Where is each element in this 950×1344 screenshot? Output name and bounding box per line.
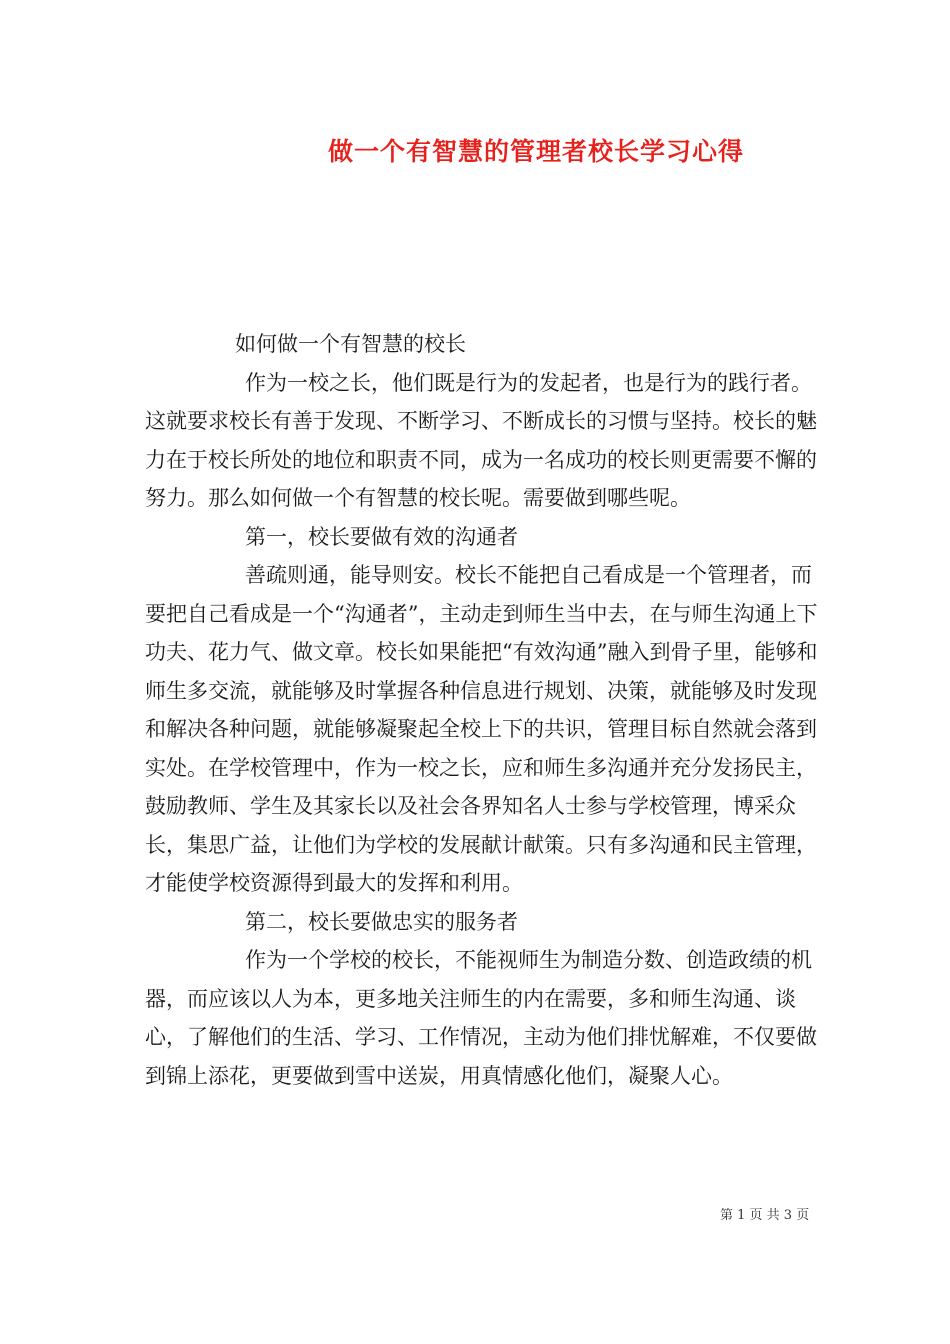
section-heading-1: 第一，校长要做有效的沟通者 [245, 524, 518, 549]
document-title: 做一个有智慧的管理者校长学习心得 [327, 137, 744, 166]
paragraph-service: 作为一个学校的校长，不能视师生为制造分数、创造政绩的机器，而应该以人为本，更多地关注师生的内在需要，多和师生沟通、谈心，了解他们的生活、学习、工作情况，主动为他们排忧解难，不仅要做到锦上添花，更要做到雪中送炭，用真情感化他们，凝聚人心。 [145, 948, 817, 1088]
paragraph-communication: 善疏则通，能导则安。校长不能把自己看成是一个管理者，而要把自己看成是一个“沟通者”，主动走到师生当中去，在与师生沟通上下功夫、花力气、做文章。校长如果能把“有效沟通”融入到骨子里，能够和师生多交流，就能够及时掌握各种信息进行规划、决策，就能够及时发现和解决各种问题，就能够凝聚起全校上下的共识，管理目标自然就会落到实处。在学校管理中，作为一校之长，应和师生多沟通并充分发扬民主，鼓励教师、学生及其家长以及社会各界知名人士参与学校管理，博采众长，集思广益，让他们为学校的发展献计献策。只有多沟通和民主管理，才能使学校资源得到最大的发挥和利用。 [145, 563, 818, 895]
paragraph-intro: 作为一校之长，他们既是行为的发起者，也是行为的践行者。这就要求校长有善于发现、不断学习、不断成长的习惯与坚持。校长的魅力在于校长所处的地位和职责不同，成为一名成功的校长则更需要不懈的努力。那么如何做一个有智慧的校长呢。需要做到哪些呢。 [145, 370, 817, 510]
document-body [145, 325, 825, 1095]
document-subtitle: 如何做一个有智慧的校长 [235, 332, 466, 356]
section-heading-2: 第二，校长要做忠实的服务者 [245, 909, 518, 934]
page-number-footer: 第 1 页 共 3 页 [720, 1208, 810, 1223]
